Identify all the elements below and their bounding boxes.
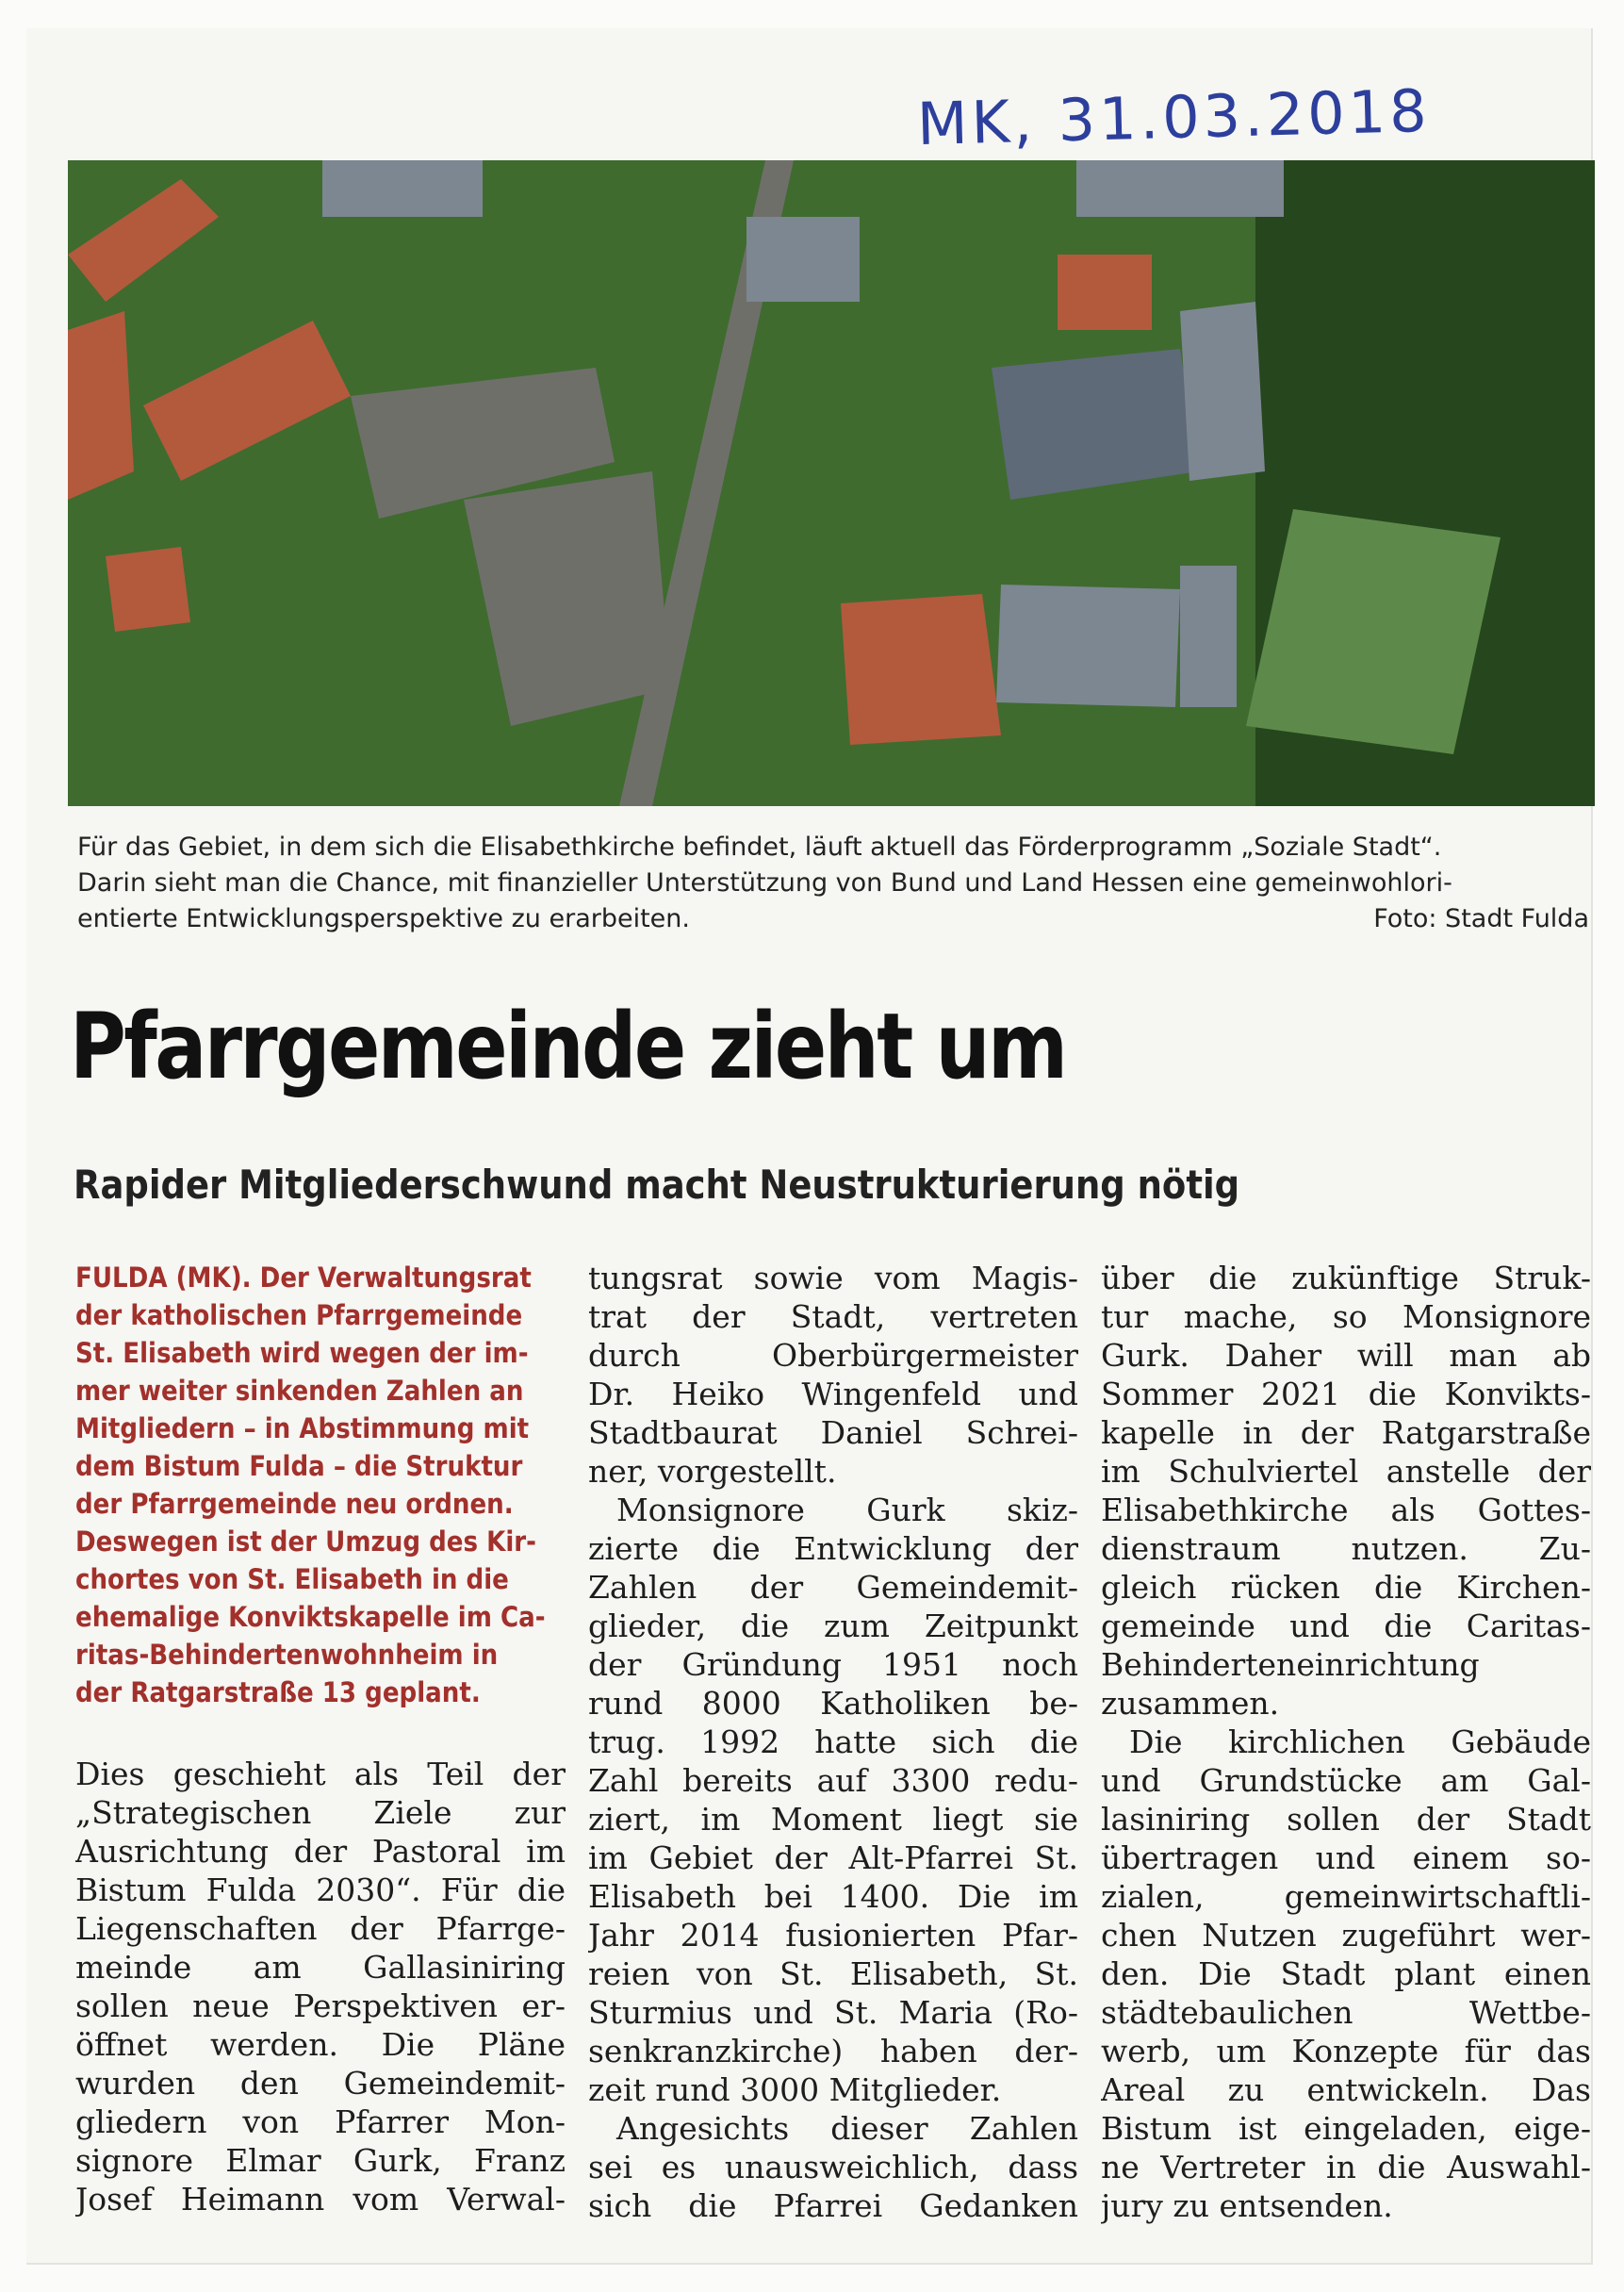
photo-shape	[1180, 566, 1237, 707]
article-text-line: über die zukünftige Struk-	[1101, 1260, 1591, 1296]
article-text-line: Elisabethkirche als Gottes-	[1101, 1492, 1591, 1528]
article-text-line: jury zu entsenden.	[1101, 2187, 1393, 2224]
article-text-line: Dies geschieht als Teil der	[75, 1756, 566, 1792]
article-headline: Pfarrgemeinde zieht um	[70, 994, 1066, 1099]
article-text-line: und Grundstücke am Gal-	[1101, 1762, 1591, 1799]
article-text-line: im Gebiet der Alt-Pfarrei St.	[588, 1839, 1078, 1876]
article-text-line: Areal zu entwickeln. Das	[1101, 2071, 1591, 2108]
photo-shape	[841, 594, 1001, 745]
photo-shape	[746, 217, 860, 302]
article-text-line: gleich rücken die Kirchen-	[1101, 1569, 1591, 1606]
article-text-line: FULDA (MK). Der Verwaltungsrat	[75, 1261, 532, 1294]
photo-shape	[68, 311, 134, 500]
handwritten-source-note: MK, 31.03.2018	[916, 75, 1432, 159]
article-text-line: Josef Heimann vom Verwal-	[75, 2181, 566, 2218]
article-text-line: öffnet werden. Die Pläne	[75, 2026, 566, 2063]
article-text-line: gliedern von Pfarrer Mon-	[75, 2103, 566, 2140]
article-text-line: zierte die Entwicklung der	[588, 1530, 1078, 1567]
photo-credit: Foto: Stadt Fulda	[1373, 904, 1589, 933]
photo-shape	[1058, 255, 1152, 330]
article-lead	[75, 1259, 566, 1711]
article-subheadline: Rapider Mitgliederschwund macht Neustrukturierung nötig	[74, 1162, 1240, 1208]
article-text-line: glieder, die zum Zeitpunkt	[588, 1608, 1078, 1644]
article-text-line: Liegenschaften der Pfarrge-	[75, 1910, 566, 1947]
article-text-line: mer weiter sinkenden Zahlen an	[75, 1375, 524, 1407]
article-text-line: ziert, im Moment liegt sie	[588, 1801, 1078, 1838]
article-text-line: werb, um Konzepte für das	[1101, 2033, 1591, 2069]
article-text-line: Bistum ist eingeladen, eige-	[1101, 2110, 1591, 2147]
article-text-line: tur mache, so Monsignore	[1101, 1298, 1591, 1335]
article-text-line: sich die Pfarrei Gedanken	[588, 2187, 1078, 2224]
article-text-line: Monsignore Gurk skiz-	[616, 1492, 1078, 1528]
article-text-line: Die kirchlichen Gebäude	[1129, 1723, 1591, 1760]
article-text-line: Mitgliedern – in Abstimmung mit	[75, 1412, 530, 1444]
article-text-line: ritas-Behindertenwohnheim in	[75, 1639, 499, 1671]
article-text-line: Sturmius und St. Maria (Ro-	[588, 1994, 1078, 2031]
article-text-line: durch Oberbürgermeister	[588, 1337, 1078, 1374]
article-text-line: der Gründung 1951 noch	[588, 1646, 1078, 1683]
newspaper-clipping	[26, 28, 1593, 2265]
aerial-photo	[68, 160, 1595, 806]
article-text-line: sollen neue Perspektiven er-	[75, 1987, 566, 2024]
article-text-line: kapelle in der Ratgarstraße	[1101, 1414, 1591, 1451]
article-text-line: sei es unausweichlich, dass	[588, 2149, 1078, 2185]
photo-shape	[322, 160, 483, 217]
article-text-line: städtebaulichen Wettbe-	[1101, 1994, 1591, 2031]
article-text-line: Stadtbaurat Daniel Schrei-	[588, 1414, 1078, 1451]
article-text-line: Jahr 2014 fusionierten Pfar-	[588, 1917, 1078, 1954]
caption-line-with-credit	[77, 901, 1589, 937]
article-column-3	[1101, 1259, 1591, 2225]
article-text-line: Elisabeth bei 1400. Die im	[588, 1878, 1078, 1915]
article-text-line: ne Vertreter in die Auswahl-	[1101, 2149, 1591, 2185]
article-text-line: im Schulviertel anstelle der	[1101, 1453, 1591, 1490]
article-text-line: Ausrichtung der Pastoral im	[75, 1833, 566, 1870]
article-text-line: ner, vorgestellt.	[588, 1453, 837, 1490]
article-text-line: ehemalige Konviktskapelle im Ca-	[75, 1601, 546, 1633]
article-text-line: St. Elisabeth wird wegen der im-	[75, 1337, 529, 1369]
article-text-line: chortes von St. Elisabeth in die	[75, 1563, 509, 1595]
article-text-line: meinde am Gallasiniring	[75, 1949, 566, 1986]
article-text-line: dem Bistum Fulda – die Struktur	[75, 1450, 523, 1482]
article-text-line: trug. 1992 hatte sich die	[588, 1723, 1078, 1760]
article-text-line: Zahlen der Gemeindemit-	[588, 1569, 1078, 1606]
photo-shape	[106, 547, 190, 632]
article-column-1	[75, 1259, 566, 2218]
article-text-line: zialen, gemeinwirtschaftli-	[1101, 1878, 1591, 1915]
photo-caption	[77, 830, 1589, 937]
caption-line: Für das Gebiet, in dem sich die Elisabethkirche befindet, läuft aktuell das Förderprogramm „Soziale Stadt“.	[77, 833, 1442, 862]
caption-line: Darin sieht man die Chance, mit finanzieller Unterstützung von Bund und Land Hessen eine gemeinwohlori-	[77, 868, 1452, 898]
article-text-line: senkranzkirche) haben der-	[588, 2033, 1078, 2069]
caption-line: entierte Entwicklungsperspektive zu erarbeiten.	[77, 904, 690, 933]
article-text-line: Sommer 2021 die Konvikts-	[1101, 1376, 1591, 1412]
article-text-line: reien von St. Elisabeth, St.	[588, 1955, 1078, 1992]
article-text-line: Angesichts dieser Zahlen	[616, 2110, 1078, 2147]
article-text-line: chen Nutzen zugeführt wer-	[1101, 1917, 1591, 1954]
aerial-photo-illustration	[68, 160, 1595, 806]
article-column-2	[588, 1259, 1078, 2225]
article-text-line: Zahl bereits auf 3300 redu-	[588, 1762, 1078, 1799]
article-text-line: rund 8000 Katholiken be-	[588, 1685, 1078, 1722]
article-text-line: trat der Stadt, vertreten	[588, 1298, 1078, 1335]
article-text-line: lasiniring sollen der Stadt	[1101, 1801, 1591, 1838]
photo-shape	[996, 585, 1180, 707]
article-text-line: Gurk. Daher will man ab	[1101, 1337, 1591, 1374]
article-text-line: der Pfarrgemeinde neu ordnen.	[75, 1488, 514, 1520]
photo-shape	[1180, 302, 1265, 481]
article-text-line: Behinderteneinrichtung	[1101, 1646, 1480, 1683]
article-text-line: Deswegen ist der Umzug des Kir-	[75, 1525, 536, 1558]
article-text-line: der katholischen Pfarrgemeinde	[75, 1299, 523, 1331]
article-text-line: wurden den Gemeindemit-	[75, 2065, 566, 2102]
column-1-body	[75, 1755, 566, 2218]
article-text-line: zusammen.	[1101, 1685, 1280, 1722]
article-text-line: den. Die Stadt plant einen	[1101, 1955, 1591, 1992]
article-text-line: „Strategischen Ziele zur	[75, 1794, 566, 1831]
photo-shape	[1076, 160, 1284, 217]
article-text-line: übertragen und einem so-	[1101, 1839, 1591, 1876]
article-text-line: Dr. Heiko Wingenfeld und	[588, 1376, 1078, 1412]
paragraph-gap	[75, 1711, 566, 1755]
article-text-line: gemeinde und die Caritas-	[1101, 1608, 1591, 1644]
article-text-line: dienstraum nutzen. Zu-	[1101, 1530, 1591, 1567]
article-text-line: signore Elmar Gurk, Franz	[75, 2142, 566, 2179]
article-text-line: der Ratgarstraße 13 geplant.	[75, 1676, 481, 1708]
article-text-line: zeit rund 3000 Mitglieder.	[588, 2071, 1002, 2108]
article-text-line: Bistum Fulda 2030“. Für die	[75, 1872, 566, 1908]
article-text-line: tungsrat sowie vom Magis-	[588, 1260, 1078, 1296]
